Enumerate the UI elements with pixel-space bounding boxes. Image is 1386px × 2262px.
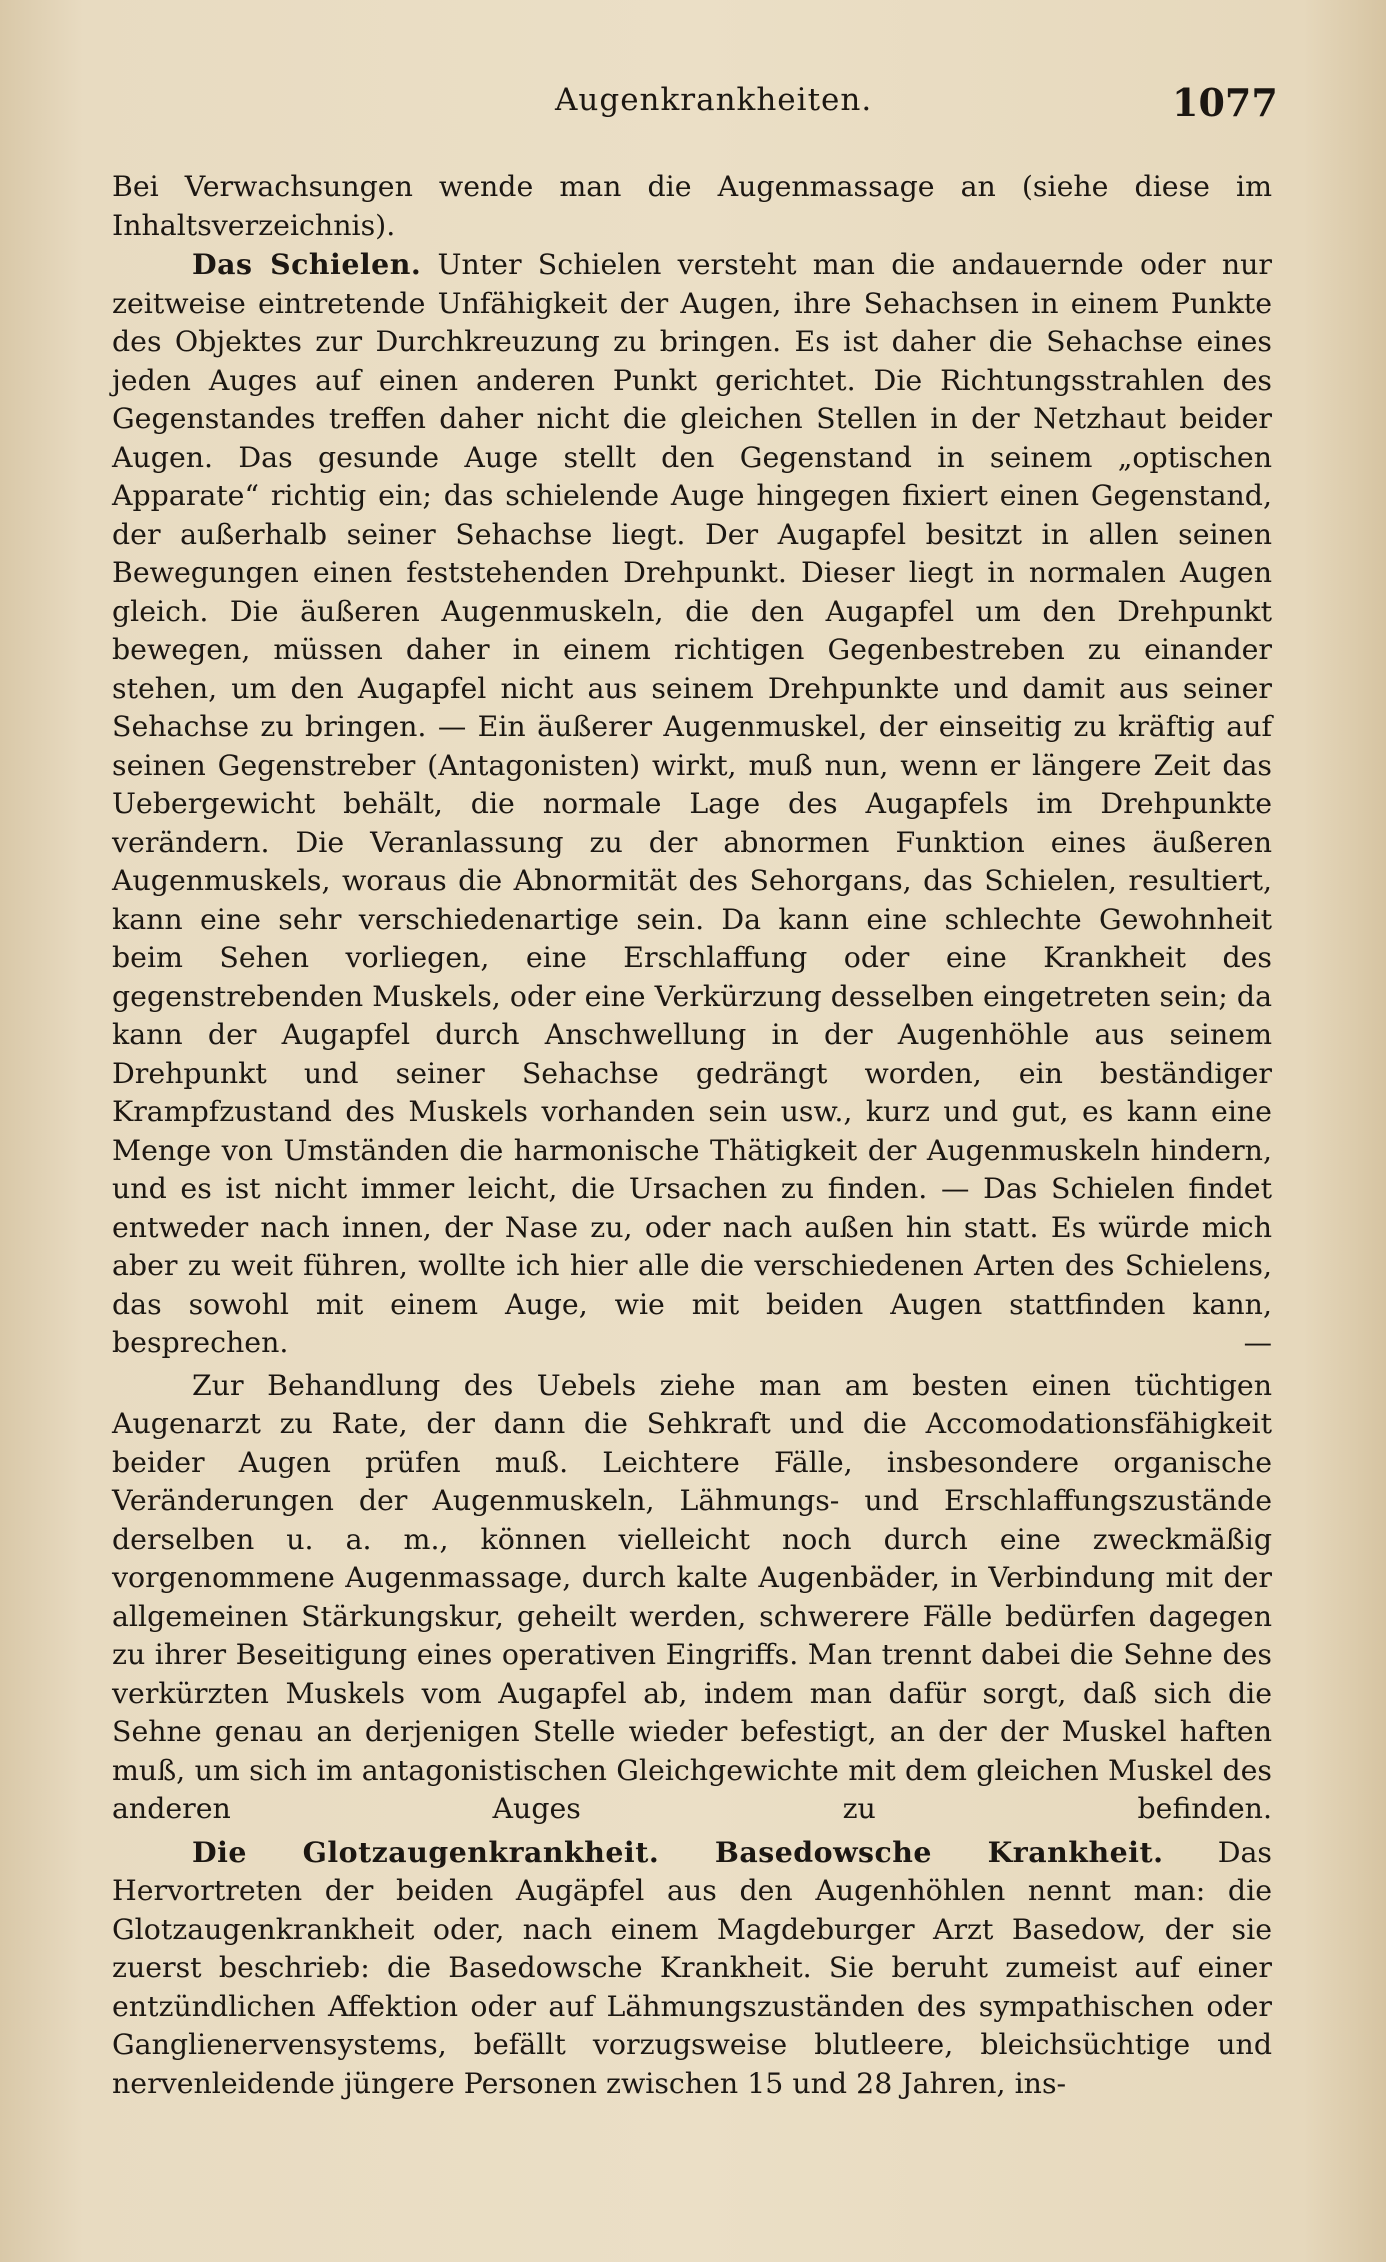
paragraph-schielen: [112, 245, 1272, 1363]
paragraph-text: Unter Schielen versteht man die andauernde oder nur zeitweise eintretende Unfähigkeit der Augen, ihre Sehachsen in einem Punkte des Objektes zur Durchkreuzung zu bringen. Es ist daher die Sehachse eines jeden Auges auf einen anderen Punkt gerichtet. Die Richtungsstrahlen des Gegenstandes treffen daher nicht die gleichen Stellen in der Netzhaut beider Augen. Das gesunde Auge stellt den Gegenstand in seinem „optischen Apparate“ richtig ein; das schielende Auge hingegen fixiert einen Gegenstand, der außerhalb seiner Sehachse liegt. Der Augapfel besitzt in allen seinen Bewegungen einen feststehenden Drehpunkt. Dieser liegt in normalen Augen gleich. Die äußeren Augenmuskeln, die den Augapfel um den Drehpunkt bewegen, müssen daher in einem richtigen Gegenbestreben zu einander stehen, um den Augapfel nicht aus seinem Drehpunkte und damit aus seiner Sehachse zu bringen. — Ein äußerer Augenmuskel, der einseitig zu kräftig auf seinen Gegenstreber (Antagonisten) wirkt, muß nun, wenn er längere Zeit das Uebergewicht behält, die normale Lage des Augapfels im Drehpunkte verändern. Die Veranlassung zu der abnormen Funktion eines äußeren Augenmuskels, woraus die Abnormität des Sehorgans, das Schielen, resultiert, kann eine sehr verschiedenartige sein. Da kann eine schlechte Gewohnheit beim Sehen vorliegen, eine Erschlaffung oder eine Krankheit des gegenstrebenden Muskels, oder eine Verkürzung desselben eingetreten sein; da kann der Augapfel durch Anschwellung in der Augenhöhle aus seinem Drehpunkt und seiner Sehachse gedrängt worden, ein beständiger Krampfzustand des Muskels vorhanden sein usw., kurz und gut, es kann eine Menge von Umständen die harmonische Thätigkeit der Augenmuskeln hindern, und es ist nicht immer leicht, die Ursachen zu finden. — Das Schielen findet entweder nach innen, der Nase zu, oder nach außen hin statt. Es würde mich aber zu weit führen, wollte ich hier alle die verschiedenen Arten des Schielens, das sowohl mit einem Auge, wie mit beiden Augen stattfinden kann, besprechen. —: [112, 248, 1272, 1359]
section-heading: Das Schielen.: [192, 247, 422, 281]
paragraph-intro: [112, 168, 1272, 245]
page-number: 1077: [1172, 80, 1278, 125]
paragraph-glotzaugen: [112, 1833, 1272, 2104]
paragraph-text: Das Hervortreten der beiden Augäpfel aus den Augenhöhlen nennt man: die Glotzaugenkrankheit oder, nach einem Magdeburger Arzt Basedow, der sie zuerst beschrieb: die Basedowsche Krankheit. Sie beruht zumeist auf einer entzündlichen Affektion oder auf Lähmungszuständen des sympathischen oder Ganglienervensystems, befällt vorzugsweise blutleere, bleichsüchtige und nervenleidende jüngere Personen zwischen 15 und 28 Jahren, ins-: [112, 1835, 1272, 2100]
body-text: [112, 168, 1272, 2103]
page-header: [0, 82, 1386, 142]
running-title: Augenkrankheiten.: [555, 82, 873, 118]
paragraph-behandlung: [112, 1367, 1272, 1829]
paragraph-text: Bei Verwachsungen wende man die Augenmassage an (siehe diese im Inhaltsverzeichnis).: [112, 170, 1272, 242]
paragraph-text: Zur Behandlung des Uebels ziehe man am besten einen tüchtigen Augenarzt zu Rate, der dann die Sehkraft und die Accomodationsfähigkeit beider Augen prüfen muß. Leichtere Fälle, insbesondere organische Veränderungen der Augenmuskeln, Lähmungs- und Erschlaffungszustände derselben u. a. m., können vielleicht noch durch eine zweckmäßig vorgenommene Augenmassage, durch kalte Augenbäder, in Verbindung mit der allgemeinen Stärkungskur, geheilt werden, schwerere Fälle bedürfen dagegen zu ihrer Beseitigung eines operativen Eingriffs. Man trennt dabei die Sehne des verkürzten Muskels vom Augapfel ab, indem man dafür sorgt, daß sich die Sehne genau an derjenigen Stelle wieder befestigt, an der der Muskel haften muß, um sich im antagonistischen Gleichgewichte mit dem gleichen Muskel des anderen Auges zu befinden.: [112, 1368, 1272, 1825]
section-heading: Die Glotzaugenkrankheit. Basedowsche Krankheit.: [192, 1834, 1164, 1869]
